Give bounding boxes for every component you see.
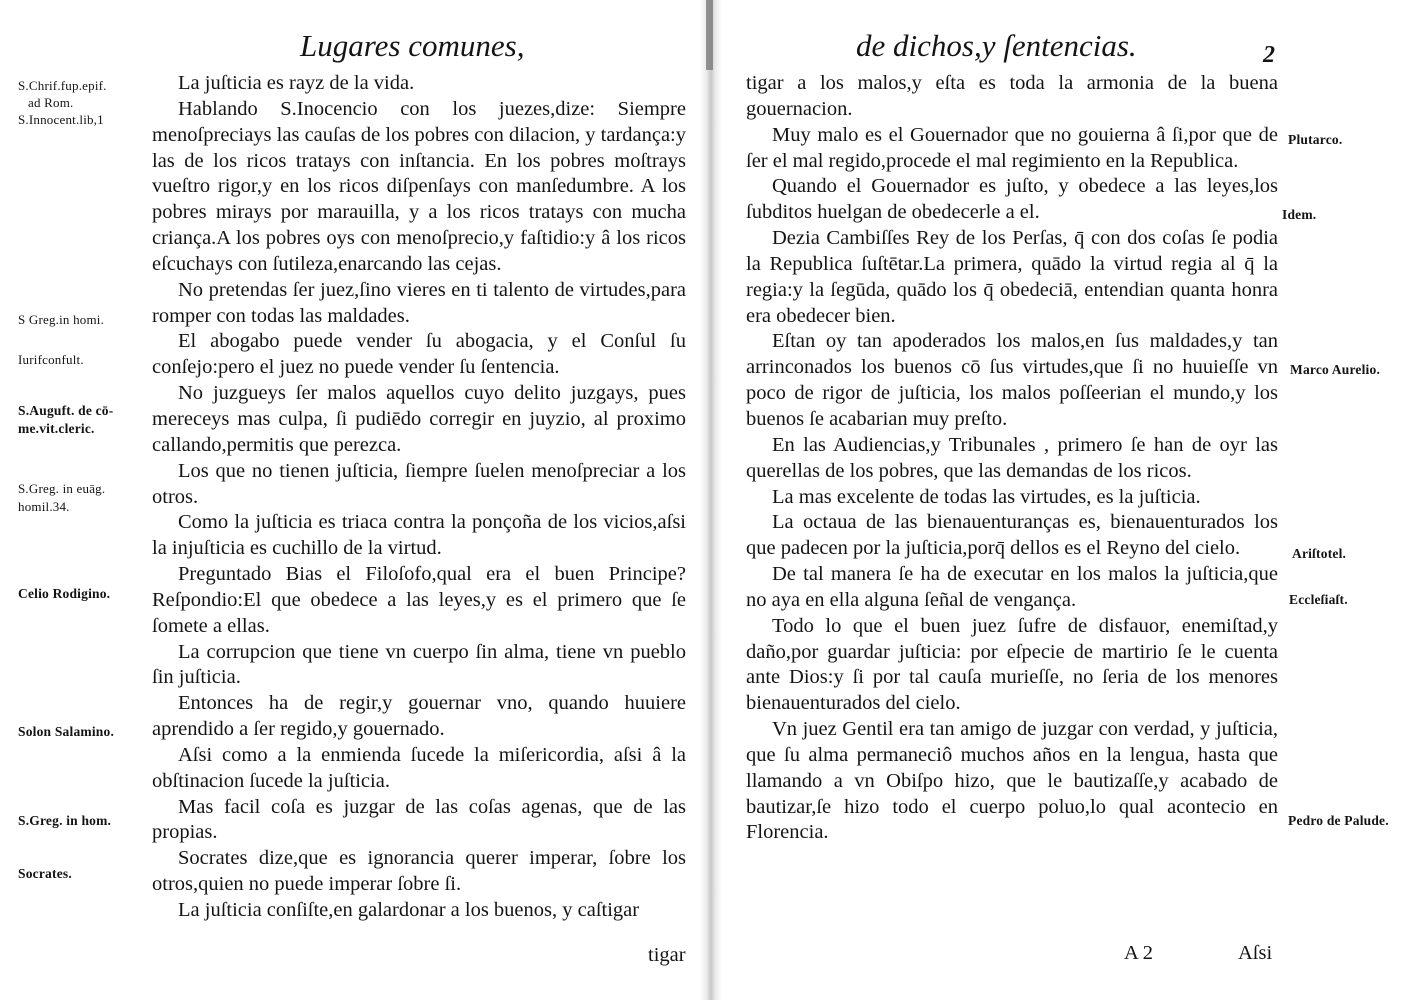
side-note: Plutarco. <box>1288 132 1343 147</box>
side-note: S.Innocent.lib,1 <box>18 112 104 127</box>
side-note: ad Rom. <box>28 95 74 110</box>
side-note: S.Greg. in hom. <box>18 813 112 828</box>
paragraph: No juzgueys ſer malos aquellos cuyo delito juzgays, pues mereceys mas culpa, ſi pudiēdo corregir en juyzio, al proximo callando,permitis que perezca. <box>152 382 686 456</box>
paragraph: Hablando S.Inocencio con los juezes,dize: Siempre menoſpreciays las cauſas de los pobres con dilacion, y tardança:y las de los ricos tratays con inſtancia. En los pobres moſtrays vueſtro rigor,y en los ricos diſpenſays con manſedumbre. A los pobres mirays por marauilla, y a los ricos tratays con mucha criança.A los pobres oys con menoſprecio,y faſtidio:y â los ricos eſcuchays con ſutileza,enarcando las cejas. <box>152 97 686 275</box>
signature-mark: A 2 <box>1124 942 1154 964</box>
paragraph: El abogabo puede vender ſu abogacia, y el Conſul ſu conſejo:pero el juez no puede vender ſu ſentencia. <box>152 330 686 379</box>
paragraph: La octaua de las bienauenturanças es, bienauenturados los que padecen por la juſticia,porq̄ dellos es el Reyno del cielo. <box>746 511 1278 560</box>
paragraph: Quando el Gouernador es juſto, y obedece a las leyes,los ſubditos huelgan de obedecerle a el. <box>746 175 1278 224</box>
paragraph: No pretendas ſer juez,ſino vieres en ti talento de virtudes,para romper con todas las maldades. <box>152 278 686 327</box>
side-note: S Greg.in homi. <box>18 312 105 327</box>
page-number: 2 <box>1263 42 1275 68</box>
book-gutter <box>700 0 722 1000</box>
paragraph: La mas excelente de todas las virtudes, es la juſticia. <box>772 485 1201 508</box>
paragraph: En las Audiencias,y Tribunales , primero ſe han de oyr las querellas de los pobres, que las demandas de los ricos. <box>746 433 1278 482</box>
side-note: S.Greg. in euāg. <box>18 481 106 496</box>
side-note: S.Auguft. de cō- <box>18 403 114 418</box>
paragraph: La corrupcion que tiene vn cuerpo ſin alma, tiene vn pueblo ſin juſticia. <box>152 640 686 689</box>
side-note: Celio Rodigino. <box>18 586 111 601</box>
paragraph: Socrates dize,que es ignorancia querer imperar, ſobre los otros,quien no puede imperar ſobre ſi. <box>152 847 686 896</box>
side-note: Marco Aurelio. <box>1290 362 1381 377</box>
gutter-shadow <box>706 0 713 70</box>
paragraph: Muy malo es el Gouernador que no gouierna â ſi,por que de ſer el mal regido,procede el mal regimiento en la Republica. <box>746 123 1278 172</box>
side-note: Idem. <box>1282 207 1317 222</box>
paragraph: Entonces ha de regir,y gouernar vno, quando huuiere aprendido a ſer regido,y gouernado. <box>152 692 686 741</box>
paragraph: Dezia Cambiſſes Rey de los Perſas, q̄ con dos coſas ſe podia la Republica ſuſtētar.La primera, quādo la virtud regia al q̄ la regia:y la ſegūda, quādo los q̄ obedeciā, entendian quanta honra era obedecer bien. <box>746 227 1278 327</box>
paragraph: La juſticia conſiſte,en galardonar a los buenos, y caſtigar <box>178 899 640 921</box>
paragraph: Todo lo que el buen juez ſufre de disfauor, enemiſtad,y daño,por guardar juſticia: por eſpecie de martirio ſe le cuenta ante Dios:y ſi por tal cauſa murieſſe, no ſeria de los menores bienauenturados del cielo. <box>746 614 1278 715</box>
right-text-column <box>746 71 1278 846</box>
side-note: Socrates. <box>18 866 72 881</box>
paragraph: La juſticia es rayz de la vida. <box>178 72 415 94</box>
side-note: Pedro de Palude. <box>1288 813 1389 828</box>
right-catchword: Aſsi <box>1238 942 1273 964</box>
side-note: Iurifconfult. <box>18 352 84 367</box>
left-running-head: Lugares comunes, <box>300 28 525 63</box>
side-note: Eccleſiaſt. <box>1289 592 1348 607</box>
paragraph: Como la juſticia es triaca contra la ponçoña de los vicios,aſsi la injuſticia es cuchillo de la virtud. <box>152 511 686 560</box>
paragraph: Vn juez Gentil era tan amigo de juzgar con verdad, y juſticia, que ſu alma permaneciô muchos años en la lengua, hasta que llamando a vn Obiſpo hizo, que le bautizaſſe,y acabado de bautizar,ſe hizo todo el cuerpo poluo,lo qual acontecio en Florencia. <box>746 718 1278 844</box>
side-note: me.vit.cleric. <box>18 421 95 436</box>
right-running-head: de dichos,y ſentencias. <box>856 28 1137 63</box>
left-text-column <box>152 71 686 924</box>
paragraph: Preguntado Bias el Filoſofo,qual era el buen Principe?Reſpondio:El que obedece a las leyes,y es el primero que ſe ſomete a ellas. <box>152 563 686 637</box>
side-note: Ariſtotel. <box>1292 546 1347 561</box>
left-catchword: tigar <box>648 944 686 966</box>
side-note: Solon Salamino. <box>18 724 115 739</box>
paragraph: Eſtan oy tan apoderados los malos,en ſus maldades,y tan arrinconados los buenos cō ſus virtudes,que ſi no huuieſſe vn poco de rigor de juſticia, los malos poſſeerian el mundo,y los buenos ſe acabarian muy preſto. <box>746 330 1278 430</box>
paragraph: De tal manera ſe ha de executar en los malos la juſticia,que no aya en ella alguna ſeñal de vengança. <box>746 563 1278 611</box>
paragraph: Los que no tienen juſticia, ſiempre ſuelen menoſpreciar a los otros. <box>152 459 686 508</box>
paragraph: Mas facil coſa es juzgar de las coſas agenas, que de las propias. <box>152 795 686 844</box>
side-note: S.Chrif.fup.epif. <box>18 78 107 93</box>
paragraph: Aſsi como a la enmienda ſucede la miſericordia, aſsi â la obſtinacion ſucede la juſticia. <box>152 743 686 792</box>
side-note: homil.34. <box>18 499 70 514</box>
paragraph: tigar a los malos,y eſta es toda la armonia de la buena gouernacion. <box>746 72 1278 120</box>
